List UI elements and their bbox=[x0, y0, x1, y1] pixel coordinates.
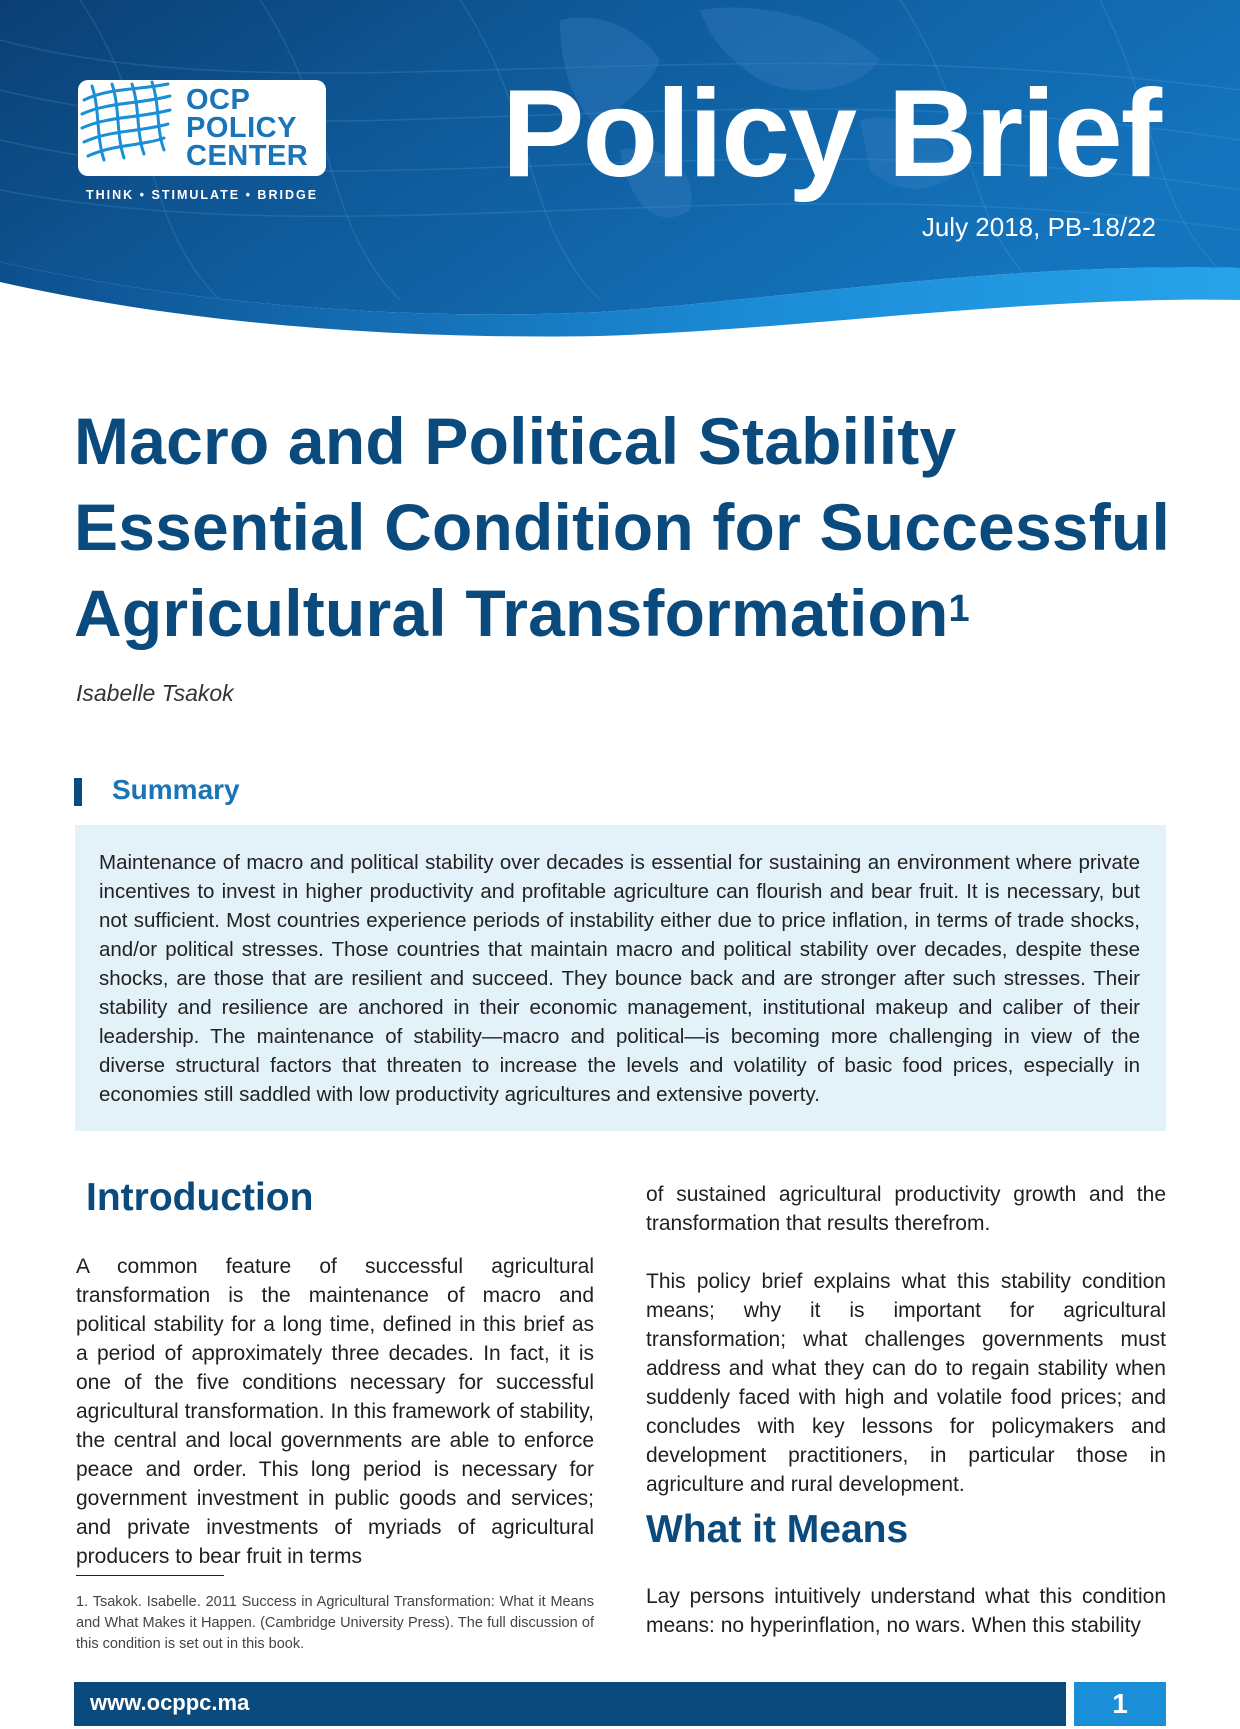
document-type-title: Policy Brief bbox=[501, 65, 1160, 203]
title-footnote-marker[interactable]: 1 bbox=[948, 588, 970, 630]
logo-tagline: THINK • STIMULATE • BRIDGE bbox=[86, 188, 319, 202]
section-heading-what-it-means: What it Means bbox=[646, 1508, 909, 1551]
logo-wordmark bbox=[186, 86, 308, 170]
ocp-logo[interactable] bbox=[78, 80, 326, 176]
title-line-2: Essential Condition for Successful bbox=[74, 490, 1170, 564]
summary-accent-bar bbox=[74, 778, 82, 806]
footnote-divider bbox=[76, 1575, 224, 1576]
title-line-1: Macro and Political Stability bbox=[74, 404, 957, 478]
page-number: 1 bbox=[1074, 1682, 1166, 1726]
summary-box bbox=[75, 825, 1166, 1131]
author-name: Isabelle Tsakok bbox=[76, 680, 234, 706]
right-paragraph-1: of sustained agricultural productivity growth and the transformation that results therefrom. bbox=[646, 1183, 1166, 1235]
logo-net-icon bbox=[78, 80, 174, 162]
summary-heading: Summary bbox=[112, 774, 240, 805]
section-heading-introduction: Introduction bbox=[86, 1176, 314, 1219]
what-it-means-paragraph: Lay persons intuitively understand what this condition means: no hyperinflation, no wars. When this stability bbox=[646, 1585, 1166, 1637]
introduction-paragraph: A common feature of successful agricultural transformation is the maintenance of macro and political stability for a long time, defined in this brief as a period of approximately three decades. In fact, it is one of the five conditions necessary for successful agricultural transformation. In this framework of stability, the central and local governments are able to enforce peace and order. This long period is necessary for government investment in public goods and services; and private investments of myriads of agricultural producers to bear fruit in terms bbox=[76, 1255, 594, 1568]
footnote-text: 1. Tsakok. Isabelle. 2011 Success in Agricultural Transformation: What it Means and What Makes it Happen. (Cambridge University Press). The full discussion of this condition is set out in this book. bbox=[76, 1594, 594, 1652]
right-paragraph-2: This policy brief explains what this stability condition means; why it is important for agricultural transformation; what challenges governments must address and what they can do to regain stability when suddenly faced with high and volatile food prices; and concludes with key lessons for policymakers and development practitioners, in particular those in agriculture and rural development. bbox=[646, 1270, 1166, 1496]
title-line-3: Agricultural Transformation bbox=[74, 576, 949, 650]
publication-date: July 2018, PB-18/22 bbox=[921, 212, 1156, 242]
logo-line-policy: POLICY bbox=[186, 112, 297, 144]
summary-text: Maintenance of macro and political stability over decades is essential for sustaining an environment where private incentives to invest in higher productivity and profitable agriculture can flourish and bear fruit. It is necessary, but not sufficient. Most countries experience periods of instability either due to price inflation, in terms of trade shocks, and/or political stresses. Those countries that maintain macro and political stability over decades, despite these shocks, are those that are resilient and succeed. They bounce back and are stronger after such stresses. Their stability and resilience are anchored in their economic management, institutional makeup and caliber of their leadership. The maintenance of stability—macro and political—is becoming more challenging in view of the diverse structural factors that threaten to increase the levels and volatility of basic food prices, especially in economies still saddled with low productivity agricultures and extensive poverty. bbox=[99, 851, 1140, 1106]
page-title bbox=[74, 398, 1174, 656]
logo-line-center: CENTER bbox=[186, 140, 309, 172]
footer-website-link[interactable]: www.ocppc.ma bbox=[90, 1690, 250, 1715]
header-banner bbox=[0, 0, 1240, 340]
logo-line-ocp: OCP bbox=[186, 84, 251, 116]
